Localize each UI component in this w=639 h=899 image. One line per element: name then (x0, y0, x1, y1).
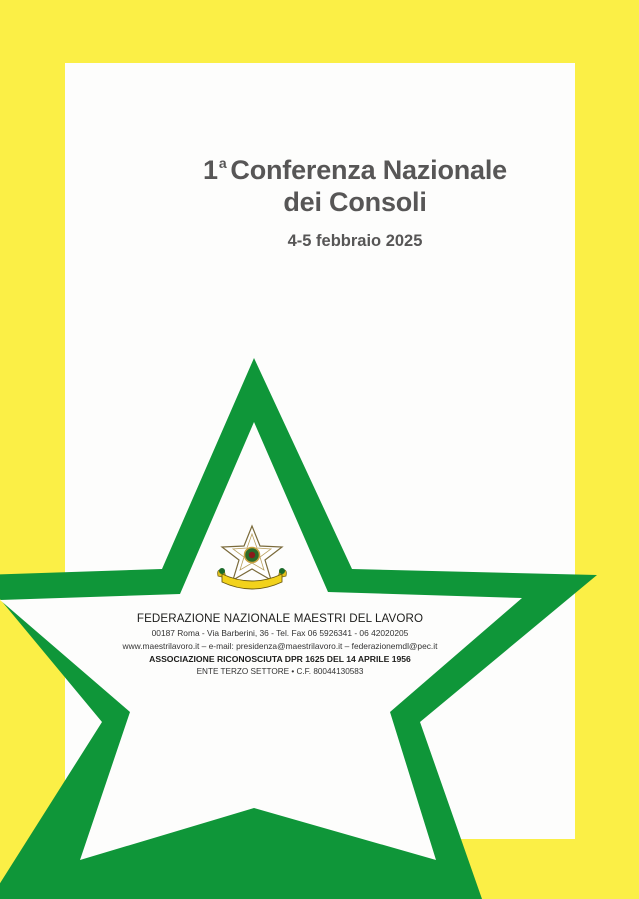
federation-name: FEDERAZIONE NAZIONALE MAESTRI DEL LAVORO (136, 612, 424, 625)
association-recognition: ASSOCIAZIONE RICONOSCIUTA DPR 1625 DEL 14 APRILE 1956 (149, 654, 411, 664)
federation-web-email: www.maestrilavoro.it – e-mail: presidenza@maestrilavoro.it – federazionemdl@pec.it (122, 641, 438, 651)
conference-title-block (150, 147, 560, 251)
conference-dates: 4-5 febbraio 2025 (287, 232, 423, 250)
title-line1-text: Conferenza Nazionale (230, 155, 507, 185)
ets-tax-code: ENTE TERZO SETTORE • C.F. 80044130583 (196, 667, 364, 676)
title-line-1 (150, 147, 560, 186)
title-ordinal-suffix: a (218, 155, 227, 171)
star-medal-icon (214, 524, 290, 594)
federation-address: 00187 Roma - Via Barberini, 36 - Tel. Fax 06 5926341 - 06 42020205 (151, 628, 409, 638)
title-ordinal: 1 (203, 155, 218, 185)
title-line-2: dei Consoli (283, 187, 427, 217)
federation-info (60, 612, 500, 676)
